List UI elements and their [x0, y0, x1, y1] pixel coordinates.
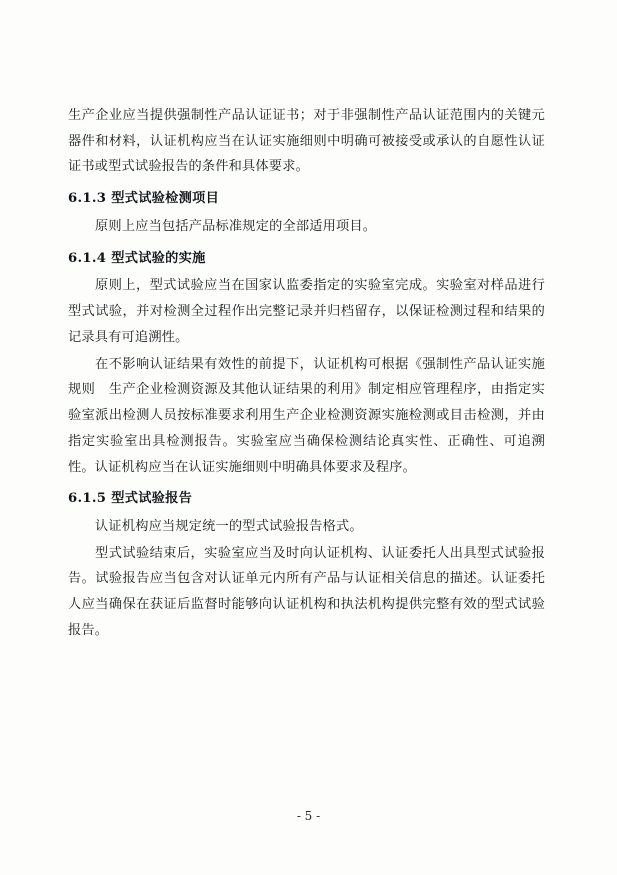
body-paragraph: 认证机构应当规定统一的型式试验报告格式。	[95, 519, 363, 535]
section-title: 型式试验的实施	[111, 250, 206, 266]
body-paragraph: 在不影响认证结果有效性的前提下，认证机构可根据《强制性产品认证实施规则 生产企业检测资源及其他认证结果的利用》制定相应管理程序，由指定实验室派出检测人员按标准要求利用生产企业检测资源实施检测或目击检测，并由指定实验室出具检测报告。实验室应当确保检测结论真实性、正确性、可追溯性。认证机构应当在认证实施细则中明确具体要求及程序。	[68, 356, 545, 475]
section-heading	[68, 486, 545, 512]
section-heading	[68, 246, 545, 272]
body-paragraph: 原则上，型式试验应当在国家认监委指定的实验室完成。实验室对样品进行型式试验，并对检测全过程作出完整记录并归档留存，以保证检测过程和结果的记录具有可追溯性。	[68, 278, 545, 345]
page-number: - 5 -	[296, 809, 321, 823]
document-body	[68, 103, 545, 644]
body-paragraph: 原则上应当包括产品标准规定的全部适用项目。	[95, 218, 377, 234]
section-number: 6.1.4	[68, 250, 107, 266]
section-number: 6.1.3	[68, 191, 107, 207]
body-paragraph: 型式试验结束后，实验室应当及时向认证机构、认证委托人出具型式试验报告。试验报告应当包含对认证单元内所有产品与认证相关信息的描述。认证委托人应当确保在获证后监督时能够向认证机构和执法机构提供完整有效的型式试验报告。	[68, 545, 545, 638]
body-paragraph: 生产企业应当提供强制性产品认证证书；对于非强制性产品认证范围内的关键元器件和材料，认证机构应当在认证实施细则中明确可被接受或承认的自愿性认证证书或型式试验报告的条件和具体要求。	[68, 108, 545, 175]
section-title: 型式试验检测项目	[111, 191, 220, 207]
section-heading	[68, 186, 545, 212]
section-number: 6.1.5	[68, 491, 107, 507]
section-title: 型式试验报告	[111, 491, 193, 507]
